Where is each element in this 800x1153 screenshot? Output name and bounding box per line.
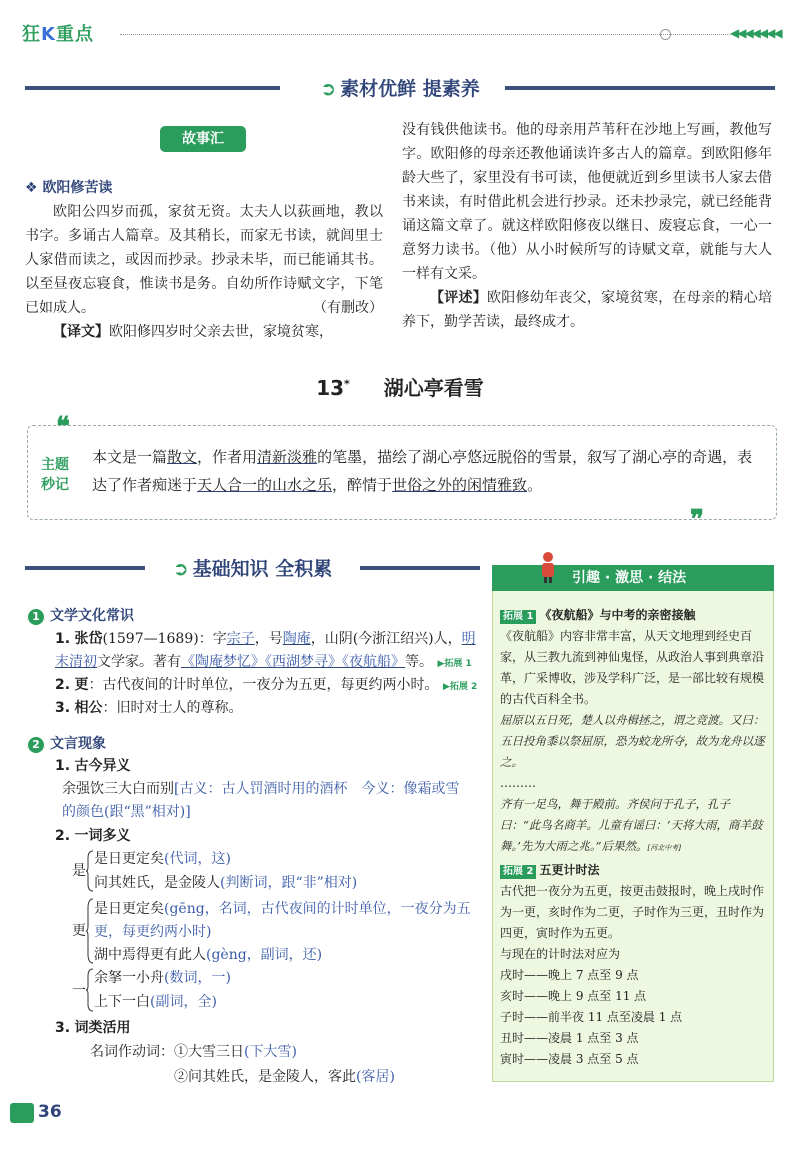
cilei-i1: ①大雪三日	[174, 1044, 244, 1060]
brace-geng	[86, 898, 94, 964]
brace-shi	[86, 850, 94, 892]
subhead-gujin	[55, 755, 131, 778]
comment-text: 欧阳修幼年丧父，家境贫寒，在母亲的精心培养下，勤学苦读，最终成才。	[402, 290, 773, 330]
theme-t5: 。	[527, 476, 543, 494]
shi-1: 是日更定矣	[94, 851, 164, 867]
banner-title: 素材优鲜 提素养	[340, 78, 480, 100]
cilei-item-1	[90, 1041, 480, 1064]
yi-1: 余拏一小舟	[94, 970, 164, 986]
lesson-title	[0, 372, 800, 401]
item3-text: ：旧时对士人的尊称。	[102, 700, 243, 716]
section-title: 文学文化常识	[50, 608, 134, 624]
theme-u4: 世俗之外的闲情雅致	[392, 476, 528, 494]
cilei-item-2	[174, 1066, 474, 1089]
section-banner-materials	[25, 74, 775, 104]
polysemy-char-yi: 一	[72, 983, 86, 999]
brace-yi	[86, 968, 94, 1012]
story-left-column	[25, 200, 383, 344]
quote-open-icon: ❝	[56, 412, 70, 442]
theme-u1: 散文	[167, 448, 198, 466]
polysemy-yi-2	[94, 991, 484, 1014]
section-literature	[28, 605, 134, 625]
panel-title: 引趣 · 激思 · 结法	[572, 570, 687, 586]
section-title: 文言现象	[50, 736, 106, 752]
cilei-i1-note: (下大雪)	[244, 1044, 297, 1060]
item1-c: ，山阴(今浙江绍兴)人，	[310, 631, 462, 647]
logo-text-b: 重点	[55, 24, 94, 45]
header-circle	[660, 29, 671, 40]
geng-2-note: (gèng，副词，还)	[206, 947, 323, 963]
story-badge: 故事汇	[160, 126, 246, 152]
time-row: 丑时——凌晨 1 点至 3 点	[500, 1031, 639, 1045]
lesson-title-text: 湖心亭看雪	[383, 376, 484, 400]
extension-2-intro: 与现在的计时法对应为	[500, 947, 621, 961]
extension-1-quote-2: 齐有一足鸟，舞于殿前。齐侯问于孔子，孔子曰：“此鸟名商羊。儿童有谣曰：‘天将大雨，商羊鼓舞。’先为大雨之兆。”后果然。	[500, 797, 763, 853]
item1-works: 《陶庵梦忆》《西湖梦寻》《夜航船》	[181, 654, 405, 670]
item1-d: 文学家。著有	[97, 654, 181, 670]
polysemy-char-shi: 是	[72, 863, 86, 879]
polysemy-yi-1	[94, 967, 484, 990]
comment-tag: 【评述】	[430, 290, 488, 306]
extension-1-tag: 拓展 1	[500, 610, 536, 624]
extension-1-ellipsis: ………	[500, 776, 536, 790]
sub-title: 词类活用	[74, 1020, 131, 1036]
extension-2-tag: 拓展 2	[500, 865, 536, 879]
story-original-text: 欧阳公四岁而孤，家贫无资。太夫人以荻画地，教以书字。多诵古人篇章。及其稍长，而家无书读，就闾里士人家借而读之，或因而抄录。抄录未毕，而已能诵其书。以至昼夜忘寝食，惟读书是务。自幼所作诗赋文字，下笔已如成人。	[25, 204, 383, 316]
brand-logo	[22, 20, 94, 46]
item-number: 2.	[55, 677, 71, 693]
theme-t3: 的笔墨，描绘了湖心亭悠远脱俗的雪景，叙写了湖心亭的奇遇，表达了作者痴迷于	[92, 448, 753, 494]
swirl-icon: ➲	[320, 78, 337, 100]
knowledge-item-xianggong	[55, 697, 480, 720]
shi-2: 问其姓氏，是金陵人	[94, 875, 220, 891]
extension-2-title: 五更计时法	[539, 863, 600, 877]
gujin-note: [古义：古人罚酒时用的酒杯 今义：像霜或雪的颜色(跟“黑”相对)]	[62, 781, 460, 820]
theme-u3: 天人合一的山水之乐	[197, 476, 333, 494]
gujin-line: 余强饮三大白而别	[62, 781, 174, 797]
theme-label-1: 主题	[41, 457, 69, 473]
sub-title: 一词多义	[74, 828, 131, 844]
sub-number: 3.	[55, 1020, 71, 1036]
cilei-i2: ②问其姓氏，是金陵人，客此	[174, 1069, 356, 1085]
item-number: 1.	[55, 631, 71, 647]
extension-1-title: 《夜航船》与中考的亲密接触	[539, 608, 696, 622]
item-key: 张岱	[74, 631, 103, 647]
extension-panel-header	[492, 565, 774, 591]
polysemy-shi-2	[94, 872, 484, 895]
extension-1-text: 《夜航船》内容非常丰富，从天文地理到经史百家，从三教九流到神仙鬼怪，从政治人事到典章沿革，广采博收，涉及学科广泛，是一部比较有规模的古代百科全书。	[500, 629, 765, 706]
polysemy-char-geng: 更	[72, 923, 86, 939]
yi-2-note: (副词，全)	[150, 994, 217, 1010]
section-classical	[28, 733, 106, 753]
cilei-label: 名词作动词：	[90, 1044, 174, 1060]
item-key: 更	[74, 677, 89, 693]
story-original	[25, 200, 383, 320]
extension-2-text: 古代把一夜分为五更，按更击鼓报时，晚上戌时作为一更，亥时作为二更，子时作为三更，丑时作为四更，寅时作为五更。	[500, 884, 765, 940]
subhead-yici	[55, 825, 131, 848]
item2-text: ：古代夜间的计时单位，一夜分为五更，每更约两小时。	[88, 677, 439, 693]
expand-link-1[interactable]: ▶拓展 1	[437, 659, 472, 669]
lesson-number: 13	[316, 376, 345, 400]
story-heading-text: 欧阳修苦读	[42, 180, 113, 196]
section-banner-knowledge	[25, 554, 480, 584]
geng-1: 是日更定矣	[94, 901, 164, 917]
theme-u2: 清新淡雅	[257, 448, 318, 466]
extension-1	[500, 605, 768, 859]
section-number: 2	[28, 737, 44, 753]
item1-b: ，号	[254, 631, 283, 647]
story-right-column	[402, 118, 772, 334]
cilei-i2-note: (客居)	[356, 1069, 395, 1085]
theme-text	[92, 443, 757, 499]
item1-era: 明末清初	[55, 631, 476, 670]
sub-number: 1.	[55, 758, 71, 774]
time-row: 亥时——晚上 9 点至 11 点	[500, 989, 647, 1003]
geng-1-note: (gēng，名词，古代夜间的计时单位，一夜分为五更，每更约两小时)	[94, 901, 471, 940]
time-row: 子时——前半夜 11 点至凌晨 1 点	[500, 1010, 683, 1024]
story-heading	[25, 177, 112, 197]
polysemy-geng-2	[94, 944, 484, 967]
reader-figure-icon	[538, 551, 558, 583]
theme-label-2: 秒记	[41, 477, 69, 493]
logo-text-k: K	[41, 24, 56, 45]
extension-1-source: [河北中考]	[647, 844, 682, 852]
banner2-title: 基础知识 全积累	[192, 558, 333, 580]
quote-close-icon: ❞	[690, 505, 704, 535]
page-number: 36	[38, 1102, 62, 1122]
translation-left-text: 欧阳修四岁时父亲去世，家境贫寒，	[109, 324, 333, 340]
subhead-cilei	[55, 1017, 131, 1040]
section-number: 1	[28, 609, 44, 625]
theme-t4: ，醉情于	[332, 476, 393, 494]
story-source: （有删改）	[313, 300, 383, 316]
theme-t1: 本文是一篇	[92, 448, 168, 466]
shi-2-note: (判断词，跟“非”相对)	[220, 875, 358, 891]
time-row: 寅时——凌晨 3 点至 5 点	[500, 1052, 639, 1066]
knowledge-item-geng	[55, 674, 490, 699]
expand-link-2[interactable]: ▶拓展 2	[442, 682, 478, 692]
translation-right-text: 没有钱供他读书。他的母亲用芦苇秆在沙地上写画，教他写字。欧阳修的母亲还教他诵读许多古人的篇章。到欧阳修年龄大些了，家里没有书可读，他便就近到乡里读书人家去借书来读，有时借此机会进行抄录。还未抄录完，就已经能背诵这篇文章了。就这样欧阳修夜以继日、废寝忘食，一心一意努力读书。（他）从小时候所写的诗赋文章，就能与大人一样有文采。	[402, 122, 772, 282]
story-translation-start	[25, 320, 383, 344]
sub-number: 2.	[55, 828, 71, 844]
extension-1-quote-1: 屈原以五日死，楚人以舟楫拯之，谓之竞渡。又曰：五日投角黍以祭屈原，恐为蛟龙所夺，故为龙舟以逐之。	[500, 713, 765, 769]
yi-1-note: (数词，一)	[164, 970, 231, 986]
theme-t2: ，作者用	[197, 448, 258, 466]
theme-label	[38, 455, 72, 495]
page-leaf-icon	[10, 1103, 34, 1123]
header-arrows-icon: ◀◀◀◀◀◀◀	[730, 26, 781, 40]
extension-1-quote-2-wrap	[500, 794, 768, 859]
logo-text-a: 狂	[22, 24, 41, 45]
item1-hao: 陶庵	[282, 631, 311, 647]
knowledge-item-zhangdai	[55, 628, 480, 676]
extension-2	[500, 860, 768, 1070]
geng-2: 湖中焉得更有此人	[94, 947, 206, 963]
leaf-icon: ❖	[25, 180, 43, 196]
translation-tag: 【译文】	[53, 324, 109, 340]
item1-zi: 宗子	[226, 631, 255, 647]
gujin-example	[62, 778, 472, 824]
item1-a: (1597—1689)：字	[102, 631, 227, 647]
polysemy-geng-1	[94, 898, 474, 944]
item-key: 相公	[74, 700, 103, 716]
shi-1-note: (代词，这)	[164, 851, 231, 867]
swirl-icon: ➲	[172, 558, 189, 580]
item1-e: 等。	[405, 654, 433, 670]
item-number: 3.	[55, 700, 71, 716]
sub-title: 古今异义	[74, 758, 131, 774]
lesson-star: *	[344, 377, 350, 391]
header-rule	[120, 34, 730, 35]
extension-1-header	[500, 605, 768, 626]
yi-2: 上下一白	[94, 994, 150, 1010]
polysemy-shi-1	[94, 848, 484, 871]
time-row: 戌时——晚上 7 点至 9 点	[500, 968, 639, 982]
story-comment	[402, 286, 772, 334]
extension-2-header	[500, 860, 768, 881]
